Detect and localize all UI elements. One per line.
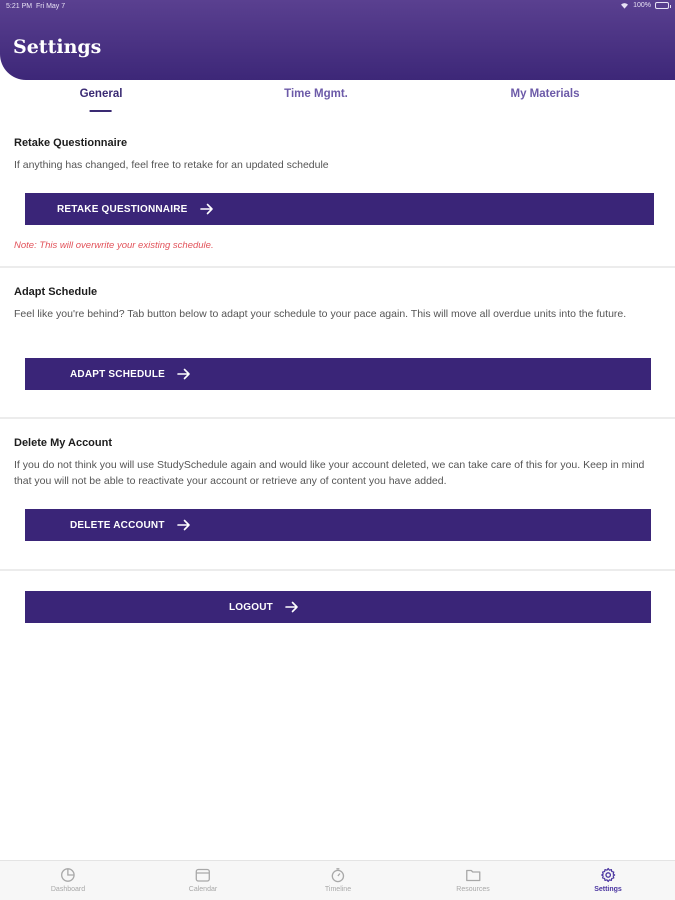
active-tab-indicator [90,110,112,112]
status-time-value: 5:21 PM [6,3,33,10]
arrow-right-icon [177,519,191,531]
tab-time-mgmt[interactable] [284,88,348,100]
section-divider [0,266,675,268]
status-date: Fri May 7 [35,3,66,10]
calendar-icon [195,867,211,883]
delete-account-button[interactable] [25,509,651,541]
delete-section-title: Delete My Account [14,437,113,449]
pie-chart-icon [60,867,76,883]
folder-icon [465,867,481,883]
logout-button[interactable] [25,591,651,623]
tab-my-materials-label: My Materials [510,88,580,100]
nav-item-resources[interactable] [456,867,489,893]
nav-item-settings[interactable] [594,867,622,893]
adapt-button-label: ADAPT SCHEDULE [70,368,166,380]
arrow-right-icon [200,203,214,215]
app-header [0,0,675,80]
nav-dashboard-label: Dashboard [50,886,86,893]
status-bar [0,0,675,14]
adapt-schedule-button[interactable] [25,358,651,390]
adapt-section-title: Adapt Schedule [14,286,98,298]
nav-timeline-label: Timeline [324,886,352,893]
delete-section-description: If you do not think you will use StudySchedule again and would like your account deleted, we can take care of this for you. Keep in mind that you will not be able to reactivate your account or retrieve any of content you have added. [14,459,645,487]
overwrite-warning-note: Note: This will overwrite your existing schedule. [14,240,214,251]
page-title: Settings [13,36,102,58]
retake-questionnaire-button[interactable] [25,193,654,225]
nav-item-dashboard[interactable] [51,867,85,893]
tab-general[interactable] [80,88,123,100]
nav-resources-label: Resources [456,886,490,893]
bottom-tab-bar [0,860,675,900]
arrow-right-icon [285,601,299,613]
retake-section-description: If anything has changed, feel free to retake for an updated schedule [14,159,329,171]
status-indicators [620,2,669,9]
battery-icon [655,2,669,9]
stopwatch-icon [330,867,346,883]
status-time [6,3,65,10]
settings-tabs [0,88,675,114]
retake-button-label: RETAKE QUESTIONNAIRE [57,203,188,215]
gear-icon [600,867,616,883]
tab-time-mgmt-label: Time Mgmt. [284,88,348,100]
delete-button-label: DELETE ACCOUNT [70,519,165,531]
logout-button-label: LOGOUT [229,601,273,613]
retake-section-title: Retake Questionnaire [14,137,128,149]
section-divider [0,569,675,571]
section-divider [0,417,675,419]
nav-settings-label: Settings [594,886,622,893]
nav-calendar-label: Calendar [188,886,218,893]
adapt-section-description: Feel like you're behind? Tab button below to adapt your schedule to your pace again. This will move all overdue units into the future. [14,308,627,320]
battery-percent: 100% [633,2,651,9]
tab-my-materials[interactable] [510,88,579,100]
nav-item-calendar[interactable] [189,867,217,893]
arrow-right-icon [177,368,191,380]
nav-item-timeline[interactable] [325,867,351,893]
tab-general-label: General [79,88,123,100]
wifi-icon [620,2,629,9]
